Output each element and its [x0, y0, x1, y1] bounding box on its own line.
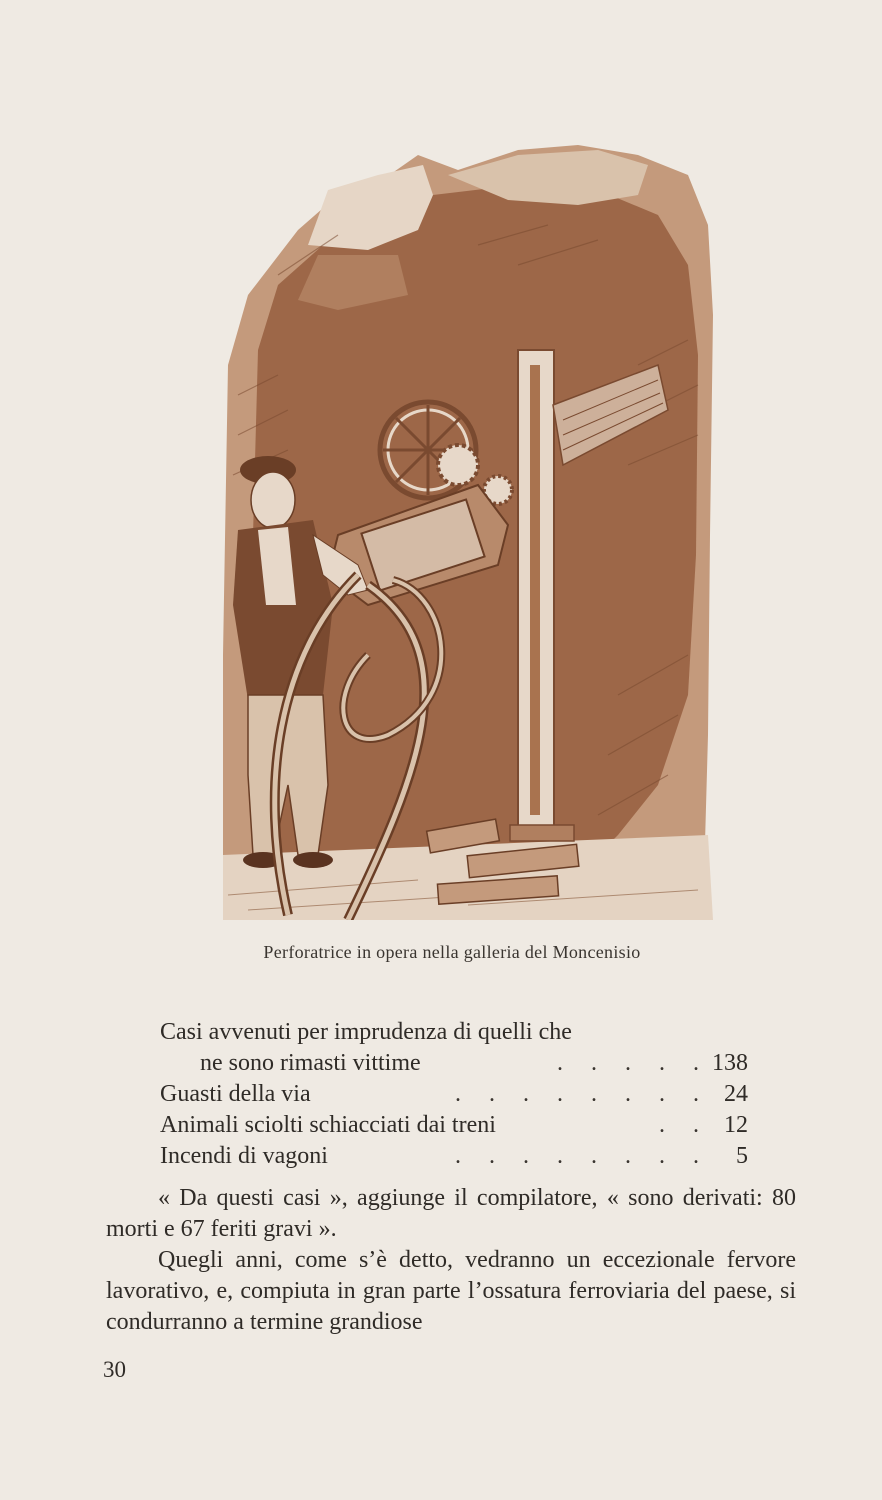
stat-value: 5: [736, 1143, 748, 1169]
stat-label: ne sono rimasti vittime: [200, 1050, 421, 1076]
stat-label: Incendi di vagoni: [160, 1143, 328, 1169]
page-number: 30: [103, 1357, 126, 1382]
stat-value: 24: [724, 1081, 748, 1107]
leader-dots: . . . . . . . .: [455, 1143, 710, 1169]
stat-row: [160, 1079, 750, 1110]
stat-row: [160, 1048, 750, 1079]
leader-dots: . . . . . . . .: [455, 1081, 710, 1107]
paragraph: « Da questi casi », aggiunge il compilatore, « sono derivati: 80 morti e 67 feriti gravi ».: [106, 1185, 796, 1242]
leader-dots: . . . . .: [557, 1050, 710, 1076]
stat-row: [160, 1017, 750, 1048]
stat-label: Casi avvenuti per imprudenza di quelli che: [160, 1019, 572, 1045]
illustration-caption: Perforatrice in opera nella galleria del Moncenisio: [263, 942, 641, 962]
leader-dots: . .: [659, 1112, 710, 1138]
stat-label: Animali sciolti schiacciati dai treni: [160, 1112, 496, 1138]
engraving-image: [218, 135, 718, 920]
stat-label: Guasti della via: [160, 1081, 311, 1107]
stat-value: 12: [724, 1112, 748, 1138]
accident-statistics: [160, 1017, 750, 1172]
stat-row: [160, 1141, 750, 1172]
body-text: [106, 1183, 796, 1338]
paragraph: Quegli anni, come s’è detto, vedranno un eccezionale fervore lavorativo, e, compiuta in gran parte l’ossatura ferroviaria del paese, si condurranno a termine grandiose: [106, 1247, 796, 1335]
stat-row: [160, 1110, 750, 1141]
stat-value: 138: [712, 1050, 748, 1076]
drilling-machine-engraving: [218, 135, 718, 920]
